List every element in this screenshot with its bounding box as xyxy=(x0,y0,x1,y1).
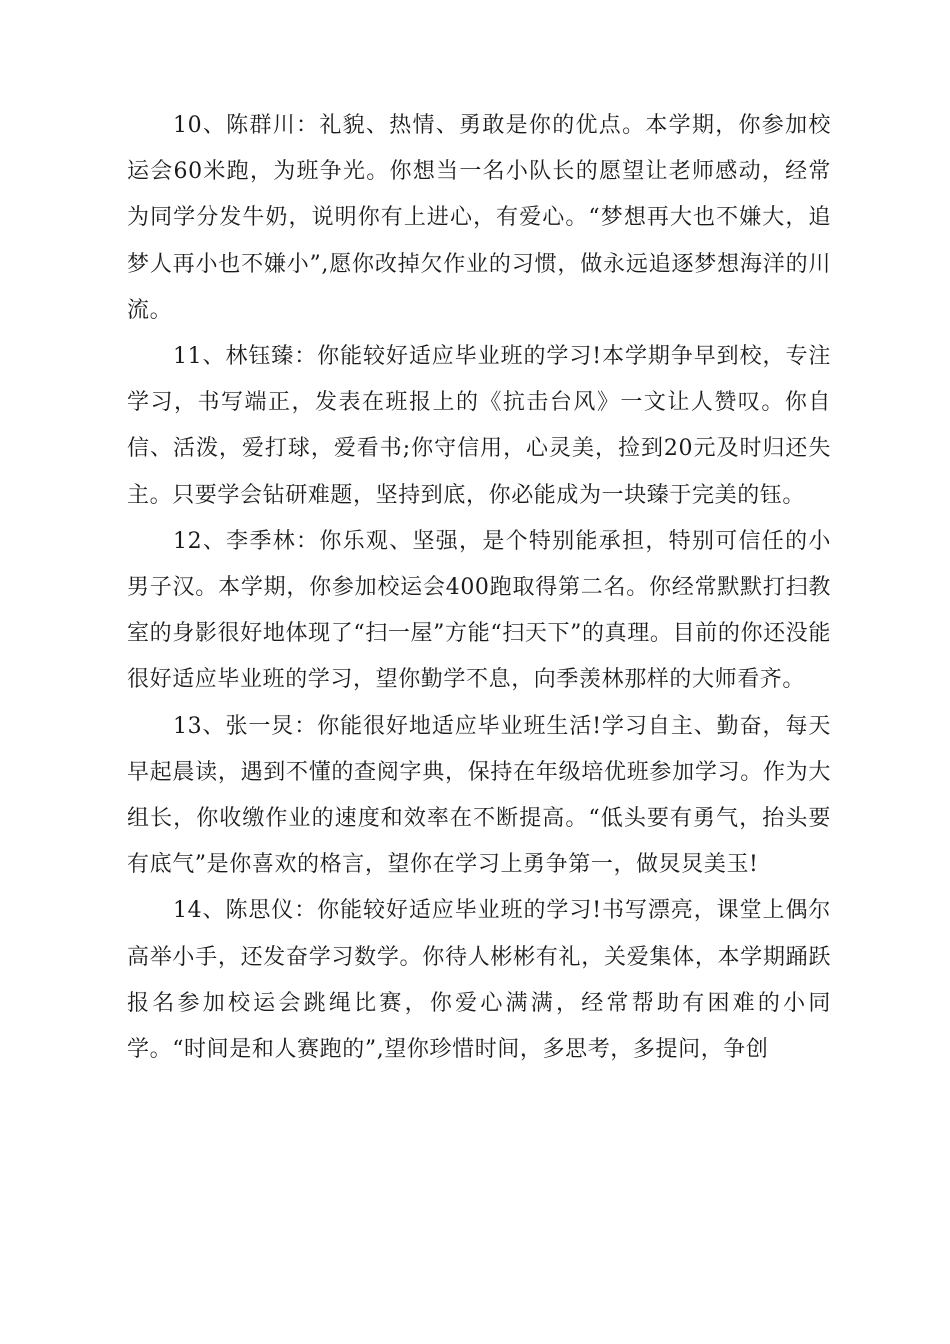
comment-paragraph-12: 12、李季林：你乐观、坚强，是个特别能承担，特别可信任的小男子汉。本学期，你参加校运会400跑取得第二名。你经常默默打扫教室的身影很好地体现了“扫一屋”方能“扫天下”的真理。目前的你还没能很好适应毕业班的学习，望你勤学不息，向季羡林那样的大师看齐。 xyxy=(127,528,831,693)
comment-paragraph-10: 10、陈群川：礼貌、热情、勇敢是你的优点。本学期，你参加校运会60米跑，为班争光。你想当一名小队长的愿望让老师感动，经常为同学分发牛奶，说明你有上进心，有爱心。“梦想再大也不嫌大，追梦人再小也不嫌小”,愿你改掉欠作业的习惯，做永远追逐梦想海洋的川流。 xyxy=(127,113,831,323)
document-body xyxy=(127,103,831,1073)
comment-paragraph-11: 11、林钰臻：你能较好适应毕业班的学习!本学期争早到校，专注学习，书写端正，发表在班报上的《抗击台风》一文让人赞叹。你自信、活泼，爱打球，爱看书;你守信用，心灵美，捡到20元及时归还失主。只要学会钻研难题，坚持到底，你必能成为一块臻于完美的钰。 xyxy=(127,344,831,508)
comment-paragraph-14: 14、陈思仪：你能较好适应毕业班的学习!书写漂亮，课堂上偶尔高举小手，还发奋学习数学。你待人彬彬有礼，关爱集体，本学期踊跃报名参加校运会跳绳比赛，你爱心满满，经常帮助有困难的小同学。“时间是和人赛跑的”,望你珍惜时间，多思考，多提问，争创 xyxy=(127,898,831,1063)
comment-paragraph-13: 13、张一炅：你能很好地适应毕业班生活!学习自主、勤奋，每天早起晨读，遇到不懂的查阅字典，保持在年级培优班参加学习。作为大组长，你收缴作业的速度和效率在不断提高。“低头要有勇气，抬头要有底气”是你喜欢的格言，望你在学习上勇争第一，做炅炅美玉! xyxy=(127,713,831,878)
